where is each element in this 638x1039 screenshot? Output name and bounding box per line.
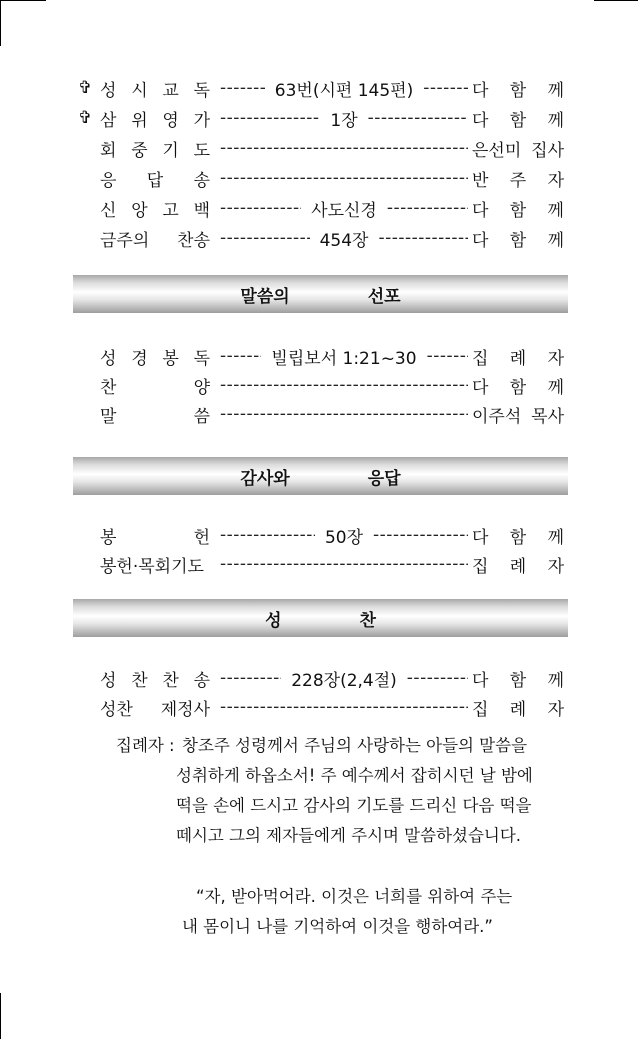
order-leader: 다 함 께 (472, 230, 564, 251)
order-detail: 사도신경 (311, 200, 377, 221)
order-row (78, 521, 564, 549)
order-row (78, 371, 564, 399)
order-leader: 은선미 집사 (472, 140, 564, 161)
order-row (78, 164, 564, 192)
order-label: 성 찬 찬 송 (100, 670, 210, 691)
order-leader: 반 주 자 (472, 170, 564, 191)
order-row (78, 550, 564, 578)
prayer-speaker: 집례자 : (116, 736, 175, 755)
prayer-line: 창조주 성령께서 주님의 사랑하는 아들의 말씀을 (182, 736, 528, 755)
quote-line: 내 몸이니 나를 기억하여 이것을 행하여라.” (182, 917, 493, 936)
prayer-line: 떼시고 그의 제자들에게 주시며 말씀하셨습니다. (176, 826, 522, 845)
order-label: 말 씀 (100, 406, 210, 427)
section-banner: 감사와 응답 (73, 457, 568, 495)
order-row (78, 693, 564, 721)
dash-leader (220, 228, 310, 248)
order-leader: 집 례 자 (472, 699, 564, 720)
dash-leader (220, 78, 265, 98)
order-row (78, 104, 564, 132)
dash-leader (220, 668, 281, 688)
dash-leader (368, 108, 468, 128)
order-row (78, 134, 564, 162)
dash-leader (220, 168, 468, 188)
dash-leader (220, 375, 468, 395)
order-detail: 1장 (330, 110, 358, 131)
order-label: 봉 헌 (100, 527, 210, 548)
order-leader: 이주석 목사 (472, 406, 564, 427)
dash-leader (220, 554, 468, 574)
order-leader: 다 함 께 (472, 670, 564, 691)
order-label: 성 시 교 독 (100, 80, 210, 101)
order-row (78, 74, 564, 102)
dash-leader (220, 138, 468, 158)
quote-line: “자, 받아먹어라. 이것은 너희를 위하여 주는 (196, 887, 513, 906)
dash-leader (220, 697, 468, 717)
crop-mark-top-left-vertical (0, 0, 1, 46)
dash-leader (387, 198, 468, 218)
order-detail: 454장 (319, 230, 369, 251)
crop-mark-top-right-horizontal (594, 0, 638, 1)
dash-leader (220, 404, 468, 424)
dash-leader (220, 525, 315, 545)
order-detail: 228장(2,4절) (291, 670, 397, 691)
order-leader: 다 함 께 (472, 110, 564, 131)
order-leader: 다 함 께 (472, 80, 564, 101)
order-leader: 집 례 자 (472, 348, 564, 369)
order-detail: 빌립보서 1:21~30 (271, 348, 417, 369)
order-label: 찬 양 (100, 377, 210, 398)
dash-leader (407, 668, 468, 688)
order-label: 성 경 봉 독 (100, 348, 210, 369)
order-label: 회 중 기 도 (100, 140, 210, 161)
section-banner: 성 찬 (73, 599, 568, 637)
order-label: 신 앙 고 백 (100, 200, 210, 221)
dash-leader (220, 198, 301, 218)
order-leader: 다 함 께 (471, 200, 564, 221)
dash-leader (220, 108, 320, 128)
order-row (78, 664, 564, 692)
dash-leader (220, 346, 261, 366)
order-leader: 다 함 께 (472, 377, 564, 398)
cross-icon: ✞ (78, 78, 93, 98)
order-row (78, 342, 564, 370)
order-label: 봉헌·목회기도 (100, 556, 204, 577)
section-banner: 말씀의 선포 (73, 275, 568, 313)
order-label: 삼 위 영 가 (100, 110, 210, 131)
dash-leader (427, 346, 468, 366)
dash-leader (373, 525, 468, 545)
order-label: 응 답 송 (100, 170, 210, 191)
order-leader: 집 례 자 (472, 556, 564, 577)
order-label: 성찬 제정사 (100, 699, 210, 720)
order-row (78, 224, 564, 252)
order-detail: 50장 (324, 527, 364, 548)
dash-leader (423, 78, 468, 98)
order-detail: 63번(시편 145편) (274, 80, 414, 101)
order-label: 금주의 찬송 (100, 230, 210, 251)
prayer-line: 성취하게 하옵소서! 주 예수께서 잡히시던 날 밤에 (176, 766, 533, 785)
order-row (78, 400, 564, 428)
crop-mark-bottom-left-vertical (0, 993, 1, 1039)
order-leader: 다 함 께 (472, 527, 564, 548)
order-row (78, 194, 564, 222)
prayer-line: 떡을 손에 드시고 감사의 기도를 드리신 다음 떡을 (176, 796, 532, 815)
dash-leader (378, 228, 468, 248)
cross-icon: ✞ (78, 108, 93, 128)
crop-mark-top-left-horizontal (0, 0, 46, 1)
